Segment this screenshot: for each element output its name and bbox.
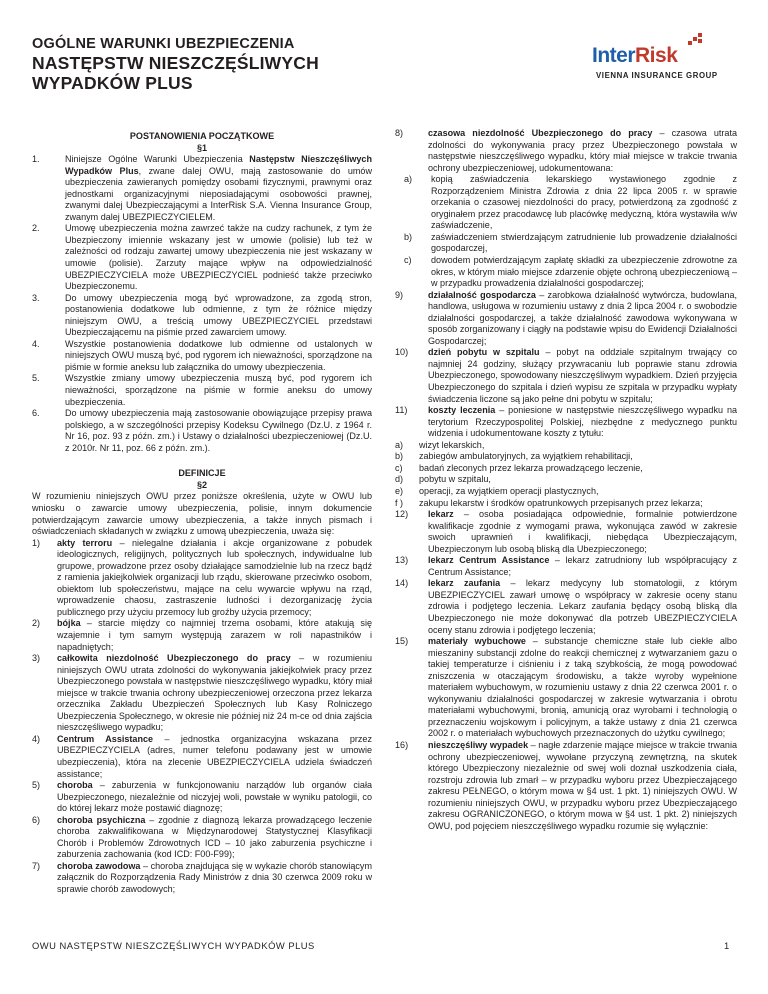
item-number: 3)	[32, 653, 41, 664]
sub-item-letter: c)	[404, 255, 412, 266]
definition-term: choroba zawodowa	[57, 860, 141, 871]
sub-item-letter: e)	[395, 485, 404, 496]
item-number: 4.	[32, 338, 40, 349]
definition-item	[395, 128, 737, 174]
item-number: 5)	[32, 780, 41, 791]
definition-item	[395, 290, 737, 348]
item-number: 6.	[32, 408, 40, 419]
definition-term: całkowita niezdolność Ubezpieczonego do pracy	[57, 653, 291, 664]
item-text: Do umowy ubezpieczenia mają zastosowanie obowiązujące przepisy prawa polskiego, a w szczególności przepisy Kodeksu Cywilnego (Dz.U. z 1964 r. Nr 16, poz. 93 z późn. zm.) i Ustawy o działalności ubezpieczeniowej (Dz.U. z 2010r. Nr 11, poz. 66 z późn. zm.).	[65, 408, 372, 453]
definition-item	[32, 815, 372, 861]
item-text: Wszystkie postanowienia dodatkowe lub odmienne od ustalonych w niniejszych OWU muszą być, pod rygorem ich nieważności, sporządzone na piśmie w formie aneksu lub załącznika do umowy ubezpieczenia.	[65, 338, 372, 372]
item-text: , zwane dalej OWU, mają zastosowanie do umów ubezpieczenia zawieranych pomiędzy osobami fizycznymi, prawnymi oraz jednostkami organizacyjnymi nieposiadającymi osobowości prawnej, zwanymi dalej Ubezpieczającymi a InterRisk S.A. Vienna Insurance Group, zwanym dalej UBEZPIECZYCIELEM.	[65, 165, 372, 222]
provision-item	[32, 154, 372, 223]
item-number: 12)	[395, 509, 409, 520]
definition-text: – zgodnie z diagnozą lekarza prowadzącego leczenie choroba zakwalifikowana w Międzynarodowej Statystycznej Klasyfikacji Chorób i Problemów Zdrowotnych ICD – 10 jako zaburzenia psychiczne i zaburzenia zachowania (kod ICD: F00-F99);	[57, 814, 372, 860]
definition-text: – nagłe zdarzenie mające miejsce w trakcie trwania ochrony ubezpieczeniowej, wywołane przyczyną zewnętrzną, na skutek którego Ubezpieczony niezależnie od swej woli doznał uszkodzenia ciała, rozstroju zdrowia lub zmarł – w przypadku wyboru przez Ubezpieczającego zakresu PEŁNEGO, o którym mowa w §4 ust. 1 pkt. 1) niniejszych OWU. W rozumieniu niniejszych OWU, w przypadku wyboru przez Ubezpieczającego zakresu OGRANICZONEGO, o którym mowa w §4 ust. 1 pkt. 2) niniejszych OWU, pod pojęciem nieszczęśliwego wypadku rozumie się wyłącznie:	[428, 739, 737, 831]
definition-item	[395, 509, 737, 555]
item-text: Umowę ubezpieczenia można zawrzeć także na cudzy rachunek, z tym że Ubezpieczony imiennie wskazany jest w umowie (polisie) lub też w zależności od rodzaju zawartej umowy ubezpieczenia nie jest wskazany w umowie (polisie). Zarzuty mające wpływ na odpowiedzialność UBEZPIECZYCIELA może UBEZPIECZYCIEL podnieść także przeciwko Ubezpieczonemu.	[65, 223, 372, 292]
item-number: 2)	[32, 618, 41, 629]
sub-item-text: zakupu lekarstw i środków opatrunkowych przepisanych przez lekarza;	[419, 497, 703, 508]
definition-term: materiały wybuchowe	[428, 636, 526, 647]
sub-item-letter: d)	[395, 474, 404, 485]
sub-item-text: badań zleconych przez lekarza prowadzącego leczenie,	[419, 462, 643, 473]
definition-text: – jednostka organizacyjna wskazana przez UBEZPIECZYCIELA (adres, numer telefonu podawany jest w umowie ubezpieczenia), która na zlecenie UBEZPIECZYCIELA udziela świadczeń assistance;	[57, 733, 372, 779]
definition-item	[395, 636, 737, 740]
definition-text: – lekarz zatrudniony lub współpracujący z Centrum Assistance;	[428, 555, 738, 577]
provision-item	[32, 293, 372, 339]
definition-text: – czasowa utrata zdolności do wykonywania pracy przez Ubezpieczonego powstała w następstwie nieszczęśliwego wypadku, który miał miejsce w trakcie trwania ochrony ubezpieczeniowej, udokumentowana:	[428, 128, 737, 173]
definition-text: – starcie między co najmniej trzema osobami, które atakują się wzajemnie i tym samym występują zarazem w roli napastników i napadniętych;	[57, 618, 372, 652]
sub-item-letter: b)	[395, 451, 404, 462]
sub-item-text: zaświadczeniem stwierdzającym zatrudnienie lub prowadzenie działalności gospodarczej,	[431, 231, 737, 254]
item-number: 14)	[395, 578, 409, 589]
item-number: 3.	[32, 292, 40, 303]
sub-item-letter: c)	[395, 462, 403, 473]
header-line-1: OGÓLNE WARUNKI UBEZPIECZENIA	[32, 36, 295, 52]
section-1-title: POSTANOWIENIA POCZĄTKOWE	[129, 131, 275, 141]
definition-item	[32, 618, 372, 653]
sub-item-letter: b)	[404, 231, 413, 242]
definition-term: działalność gospodarcza	[428, 289, 536, 300]
logo-tagline: VIENNA INSURANCE GROUP	[596, 71, 718, 80]
item-bold-text: Następstw Nieszczęśliwych Wypadków Plus	[65, 154, 372, 176]
sub-item-text: wizyt lekarskich,	[419, 439, 485, 450]
section-2-number: §2	[196, 479, 208, 490]
item-number: 15)	[395, 636, 409, 647]
definition-item	[32, 861, 372, 896]
item-number: 6)	[32, 814, 41, 825]
definition-item	[32, 780, 372, 815]
definition-term: bójka	[57, 618, 81, 629]
definition-item	[395, 555, 737, 578]
definition-text: – poniesione w następstwie nieszczęśliwego wypadku na terytorium Rzeczypospolitej Polskiej, niezbędne z medycznego punktu widzenia i udokumentowane koszty z tytułu:	[428, 405, 738, 439]
left-column	[32, 131, 372, 896]
item-number: 9)	[395, 289, 404, 300]
sub-item	[395, 451, 737, 463]
sub-item-text: operacji, za wyjątkiem operacji plastycznych,	[419, 485, 599, 496]
sub-item-letter: a)	[395, 439, 404, 450]
definition-term: dzień pobytu w szpitalu	[428, 347, 540, 358]
item-number: 1)	[32, 537, 41, 548]
logo-inter: Inter	[592, 44, 636, 67]
definition-item	[32, 734, 372, 780]
right-definitions	[395, 128, 737, 832]
sub-item	[395, 255, 737, 290]
definition-term: choroba psychiczna	[57, 814, 146, 825]
definition-item	[395, 405, 737, 440]
definition-term: nieszczęśliwy wypadek	[428, 739, 529, 750]
item-number: 8)	[395, 128, 404, 138]
item-number: 10)	[395, 347, 409, 358]
item-number: 5.	[32, 373, 40, 384]
definition-term: Centrum Assistance	[57, 733, 154, 744]
definition-term: lekarz Centrum Assistance	[428, 555, 550, 566]
item-number: 16)	[395, 739, 409, 750]
definition-item	[395, 347, 737, 405]
item-number: 2.	[32, 223, 40, 234]
sub-item	[395, 486, 737, 498]
sub-item	[395, 174, 737, 232]
page-number: 1	[724, 940, 730, 951]
footer-title: OWU NASTĘPSTW NIESZCZĘŚLIWYCH WYPADKÓW PLUS	[32, 940, 315, 951]
definition-text: – substancje chemiczne stałe lub ciekłe albo mieszaniny substancji zdolne do reakcji chemicznej z wytwarzaniem gazu o takiej temperaturze i ciśnieniu i z taką szybkością, że mogą powodować zniszczenia w otaczającym środowisku, a także wyroby wypełnione materiałem wybuchowym, w rozumieniu ustawy z dnia 22 czerwca 2001 r. o wykonywaniu działalności gospodarczej w zakresie wytwarzania i obrotu materiałami wybuchowymi, bronią, amunicją oraz wyrobami i technologią o przeznaczeniu wojskowym i policyjnym, a także ustawy z dnia 21 czerwca 2002 r. o materiałach wybuchowych przeznaczonych do użytku cywilnego;	[428, 636, 737, 739]
provision-item	[32, 408, 372, 454]
provision-item	[32, 373, 372, 408]
item-number: 1.	[32, 154, 40, 165]
sub-item	[395, 232, 737, 255]
section-2-intro: W rozumieniu niniejszych OWU przez poniższe określenia, użyte w OWU lub wniosku o zawarcie umowy ubezpieczenia, polisie, innym dokumencie potwierdzającym zawarcie umowy ubezpieczenia, a także innych pismach i oświadczeniach składanych w związku z umową ubezpieczenia, uważa się:	[32, 491, 372, 537]
document-header	[32, 36, 462, 93]
definition-item	[395, 740, 737, 832]
interrisk-logo-mark-icon	[688, 32, 706, 48]
section-1-number: §1	[196, 142, 208, 153]
definition-term: akty terroru	[57, 537, 113, 548]
sub-item	[395, 440, 737, 452]
sub-item-text: zabiegów ambulatoryjnych, za wyjątkiem rehabilitacji,	[419, 451, 633, 462]
sub-item	[395, 474, 737, 486]
logo-risk: Risk	[635, 44, 678, 67]
definition-text: – zaburzenia w funkcjonowaniu narządów lub organów ciała Ubezpieczonego, niezależnie od niczyjej woli, powstałe w wyniku patologii, co do której lekarz może postawić diagnozę;	[57, 780, 372, 814]
definition-term: choroba	[57, 780, 93, 791]
logo-wordmark	[592, 44, 677, 68]
definition-text: – choroba znajdująca się w wykazie chorób stanowiącym załącznik do Rozporządzenia Rady Ministrów z dnia 30 czerwca 2009 roku w sprawie chorób zawodowych;	[57, 860, 372, 894]
sub-item-letter: a)	[404, 174, 413, 185]
definition-item	[395, 578, 737, 636]
definition-item	[32, 538, 372, 619]
definition-term: koszty leczenia	[428, 405, 496, 416]
provision-item	[32, 223, 372, 292]
definition-text: – w rozumieniu niniejszych OWU utrata zdolności do wykonywania jakiejkolwiek pracy przez Ubezpieczonego powstała w następstwie nieszczęśliwego wypadku, który miał miejsce w trakcie trwania ochrony ubezpieczeniowej orzeczona przez lekarza orzecznika Zakładu Ubezpieczeń Społecznych lub Kasy Rolniczego Ubezpieczenia Społecznego, w okresie nie później niż 24 m-ce od dnia zajścia nieszczęśliwego wypadku;	[57, 653, 372, 733]
sub-item-text: pobytu w szpitalu,	[419, 474, 491, 485]
right-column	[395, 128, 737, 832]
definition-item	[32, 653, 372, 734]
item-number: 7)	[32, 860, 41, 871]
definition-term: czasowa niezdolność Ubezpieczonego do pracy	[428, 128, 653, 138]
item-number: 13)	[395, 555, 409, 566]
definition-text: – osoba posiadająca odpowiednie, formalnie potwierdzone kwalifikacje zgodnie z wymogami prawa, wykonująca zawód w zakresie swoich uprawnień i kwalifikacji, niebędąca Ubezpieczającym, Ubezpieczonym lub osobą bliską dla Ubezpieczonego;	[428, 509, 737, 554]
sub-item-letter: f )	[395, 497, 404, 508]
section-2-definitions	[32, 538, 372, 896]
sub-item-text: kopią zaświadczenia lekarskiego wystawionego zgodnie z Rozporządzeniem Ministra Zdrowia z dnia 22 lipca 2005 r. w sprawie orzekania o czasowej niezdolności do pracy, potwierdzoną za zgodność z oryginałem przez pracodawcę lub placówkę medyczną, która wystawiła w/w zaświadczenie,	[431, 174, 737, 231]
sub-item	[395, 463, 737, 475]
definition-term: lekarz	[428, 509, 454, 520]
item-text: Wszystkie zmiany umowy ubezpieczenia muszą być, pod rygorem ich nieważności, sporządzone na piśmie w formie aneksu do umowy ubezpieczenia.	[65, 373, 372, 407]
definition-text: – pobyt na oddziale szpitalnym trwający co najmniej 24 godziny, służący przywracaniu lub poprawie stanu zdrowia Ubezpieczonego, spowodowany nieszczęśliwym wypadkiem. Dzień przyjęcia Ubezpieczonego do szpitala i dzień wypisu ze szpitala w przypadku wypłaty świadczenia liczone są jako pełne dni pobytu w szpitalu;	[428, 347, 737, 404]
header-line-3: WYPADKÓW PLUS	[32, 73, 193, 93]
definition-text: – nielegalne działania i akcje organizowane z pobudek ideologicznych, religijnych, politycznych lub społecznych, indywidualne lub grupowe, prowadzone przez osoby działające samodzielnie lub na rzecz bądź z ramienia jakiejkolwiek organizacji lub rządu, skierowane przeciwko osobom, obiektom lub społeczeństwu, mające na celu wywarcie wpływu na rząd, wprowadzenie chaosu, zastraszenie ludności i dezorganizację życia publicznego przy użyciu przemocy lub groźby użycia przemocy;	[57, 537, 373, 617]
interrisk-logo	[592, 32, 742, 88]
item-text: Niniejsze Ogólne Warunki Ubezpieczenia	[65, 154, 250, 165]
section-1-items	[32, 154, 372, 454]
item-number: 11)	[395, 405, 408, 416]
definition-term: lekarz zaufania	[428, 578, 501, 589]
header-line-2: NASTĘPSTW NIESZCZĘŚLIWYCH	[32, 53, 319, 73]
sub-item	[395, 498, 737, 510]
sub-item-text: dowodem potwierdzającym zapłatę składki za ubezpieczenie zdrowotne za okres, w którym miało miejsce zdarzenie objęte ochroną ubezpieczeniową – w przypadku prowadzenia działalności gospodarczej;	[431, 255, 737, 289]
provision-item	[32, 339, 372, 374]
item-text: Do umowy ubezpieczenia mogą być wprowadzone, za zgodą stron, postanowienia dodatkowe lub odmienne, z tym że różnice między niniejszym OWU, a treścią umowy UBEZPIECZYCIEL przedstawi Ubezpieczającemu na piśmie przed zawarciem umowy.	[65, 292, 372, 338]
section-2-title: DEFINICJE	[178, 468, 226, 479]
definition-text: – zarobkowa działalność wytwórcza, budowlana, handlowa, usługowa w rozumieniu ustawy z dnia 2 lipca 2004 r. o swobodzie działalności gospodarczej, a także działalność zawodowa wykonywana w sposób zorganizowany i ciągły na podstawie wpisu do Ewidencji Działalności Gospodarczej;	[428, 289, 737, 346]
definition-text: – lekarz medycyny lub stomatologii, z którym UBEZPIECZYCIEL zawarł umowę o współpracy w zakresie oceny stanu zdrowia i podjętego leczenia. Lekarz zaufania będący osobą bliską dla Ubezpieczonego nie może dokonywać dla potrzeb UBEZPIECZYCIELA oceny stanu zdrowia i podjętego leczenia;	[428, 578, 737, 635]
item-number: 4)	[32, 733, 41, 744]
